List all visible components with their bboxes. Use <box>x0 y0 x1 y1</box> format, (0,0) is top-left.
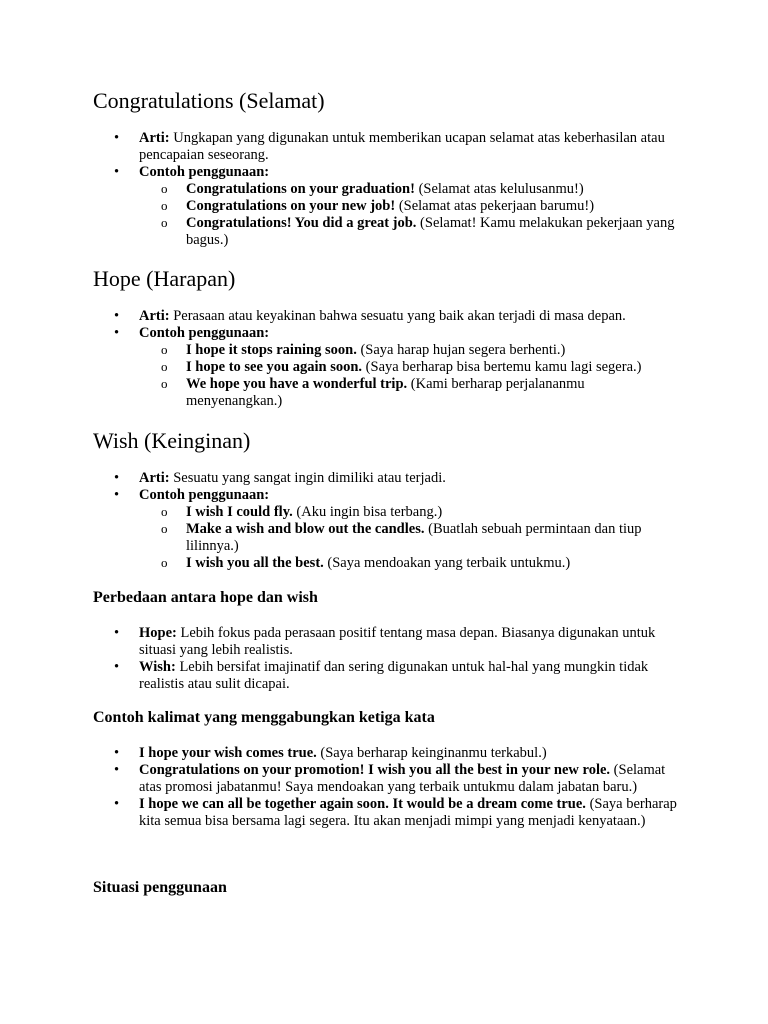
term-label: Wish: <box>139 659 176 675</box>
sentence-translation: (Saya berharap kita semua bisa bersama lagi segera. Itu akan menjadi mimpi yang menjadi kenyataan.) <box>139 796 677 829</box>
sentence-english: Congratulations on your promotion! I wish you all the best in your new role. <box>139 762 611 778</box>
term-text: Lebih bersifat imajinatif dan sering digunakan untuk hal-hal yang mungkin tidak realistis atau sulit dicapai. <box>139 659 649 692</box>
contoh-kalimat-list <box>93 745 683 830</box>
arti-text: Sesuatu yang sangat ingin dimiliki atau terjadi. <box>169 470 446 486</box>
example-translation: (Buatlah sebuah permintaan dan tiup lilinnya.) <box>186 521 642 554</box>
list-item-arti <box>93 470 683 487</box>
example-english: I hope it stops raining soon. <box>186 342 357 358</box>
arti-label: Arti: <box>139 130 170 146</box>
subheading-situasi: Situasi penggunaan <box>93 879 227 896</box>
list-item-arti <box>93 130 683 164</box>
contoh-label: Contoh penggunaan: <box>139 487 270 503</box>
example-english: I wish I could fly. <box>186 504 293 520</box>
example-translation: (Aku ingin bisa terbang.) <box>292 504 443 520</box>
subheading-contoh-kalimat: Contoh kalimat yang menggabungkan ketiga kata <box>93 709 435 726</box>
list-item <box>93 762 683 796</box>
example-item <box>139 359 683 376</box>
section-title-wish: Wish (Keinginan) <box>93 428 251 453</box>
example-english: We hope you have a wonderful trip. <box>186 376 408 392</box>
arti-text: Perasaan atau keyakinan bahwa sesuatu yang baik akan terjadi di masa depan. <box>169 308 626 324</box>
section-list-hope <box>93 308 683 410</box>
example-item <box>139 181 683 198</box>
list-item <box>93 625 683 659</box>
example-english: Congratulations on your graduation! <box>186 181 415 197</box>
example-english: Make a wish and blow out the candles. <box>186 521 425 537</box>
list-item-arti <box>93 308 683 325</box>
arti-label: Arti: <box>139 470 170 486</box>
example-translation: (Saya harap hujan segera berhenti.) <box>356 342 566 358</box>
example-list <box>139 181 683 249</box>
sentence-translation: (Selamat atas promosi jabatanmu! Saya mendoakan yang terbaik untukmu dalam jabatan baru.) <box>139 762 666 795</box>
example-translation: (Saya mendoakan yang terbaik untukmu.) <box>323 555 571 571</box>
example-english: I wish you all the best. <box>186 555 324 571</box>
example-translation: (Selamat atas kelulusanmu!) <box>414 181 584 197</box>
example-english: Congratulations! You did a great job. <box>186 215 417 231</box>
sentence-english: I hope your wish comes true. <box>139 745 317 761</box>
contoh-label: Contoh penggunaan: <box>139 325 270 341</box>
section-list-congratulations <box>93 130 683 249</box>
example-translation: (Selamat! Kamu melakukan pekerjaan yang bagus.) <box>186 215 675 248</box>
term-label: Hope: <box>139 625 177 641</box>
example-english: I hope to see you again soon. <box>186 359 363 375</box>
subheading-perbedaan: Perbedaan antara hope dan wish <box>93 589 318 606</box>
term-text: Lebih fokus pada perasaan positif tentang masa depan. Biasanya digunakan untuk situasi yang lebih realistis. <box>139 625 656 658</box>
example-translation: (Selamat atas pekerjaan barumu!) <box>395 198 595 214</box>
perbedaan-list <box>93 625 683 693</box>
section-title-hope: Hope (Harapan) <box>93 266 236 291</box>
list-item-contoh <box>93 487 683 572</box>
example-translation: (Kami berharap perjalananmu menyenangkan.) <box>186 376 585 409</box>
example-english: Congratulations on your new job! <box>186 198 396 214</box>
section-list-wish <box>93 470 683 572</box>
list-item-contoh <box>93 325 683 410</box>
list-item-contoh <box>93 164 683 249</box>
example-item <box>139 215 683 249</box>
example-item <box>139 376 683 410</box>
list-item <box>93 745 683 762</box>
example-translation: (Saya berharap bisa bertemu kamu lagi segera.) <box>362 359 642 375</box>
arti-text: Ungkapan yang digunakan untuk memberikan ucapan selamat atas keberhasilan atau pencapaian seseorang. <box>139 130 665 163</box>
example-item <box>139 342 683 359</box>
example-list <box>139 342 683 410</box>
sentence-translation: (Saya berharap keinginanmu terkabul.) <box>316 745 547 761</box>
arti-label: Arti: <box>139 308 170 324</box>
contoh-label: Contoh penggunaan: <box>139 164 270 180</box>
example-list <box>139 504 683 572</box>
example-item <box>139 521 683 555</box>
section-title-congratulations: Congratulations (Selamat) <box>93 88 325 113</box>
list-item <box>93 796 683 830</box>
example-item <box>139 198 683 215</box>
example-item <box>139 504 683 521</box>
list-item <box>93 659 683 693</box>
sentence-english: I hope we can all be together again soon. It would be a dream come true. <box>139 796 586 812</box>
example-item <box>139 555 683 572</box>
